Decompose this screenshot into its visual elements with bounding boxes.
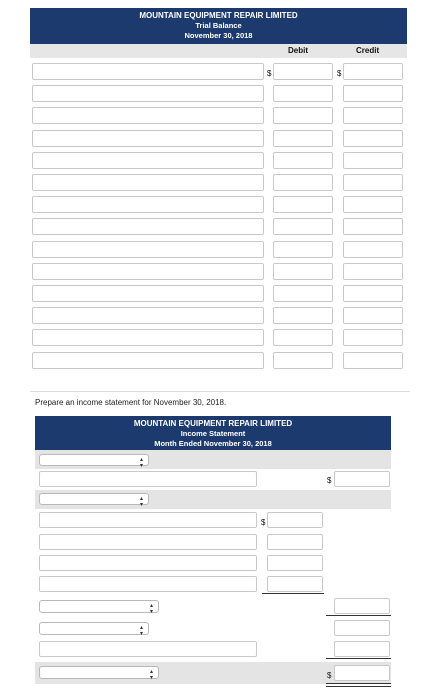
is-period: Month Ended November 30, 2018: [154, 439, 272, 448]
tb-column-header-bar: [30, 44, 407, 58]
is-amount-input[interactable]: [267, 512, 323, 528]
tb-statement-title: Trial Balance: [195, 21, 242, 30]
tb-debit-input[interactable]: [273, 130, 333, 147]
subtotal-underline: [262, 593, 324, 594]
tb-account-input[interactable]: [32, 218, 264, 235]
tb-account-input[interactable]: [32, 85, 264, 102]
is-account-input[interactable]: [39, 471, 257, 487]
tb-credit-input[interactable]: [343, 218, 403, 235]
tb-credit-input[interactable]: [343, 263, 403, 280]
tb-debit-input[interactable]: [273, 174, 333, 191]
tb-account-input[interactable]: [32, 285, 264, 302]
is-account-input[interactable]: [39, 534, 257, 550]
is-account-input[interactable]: [39, 512, 257, 528]
tb-credit-input[interactable]: [343, 352, 403, 369]
tb-company-name: MOUNTAIN EQUIPMENT REPAIR LIMITED: [139, 11, 298, 20]
tb-credit-input[interactable]: [343, 63, 403, 80]
trial-balance-header: [30, 8, 407, 44]
tb-debit-input[interactable]: [273, 285, 333, 302]
tb-debit-input[interactable]: [273, 307, 333, 324]
currency-symbol: $: [261, 518, 266, 527]
tb-account-input[interactable]: [32, 352, 264, 369]
tb-account-input[interactable]: [32, 241, 264, 258]
tb-account-input[interactable]: [32, 174, 264, 191]
tb-credit-input[interactable]: [343, 174, 403, 191]
tb-credit-input[interactable]: [343, 241, 403, 258]
tb-account-input[interactable]: [32, 152, 264, 169]
tb-account-input[interactable]: [32, 63, 264, 80]
select-arrow-icon: ▴ ▾: [139, 625, 143, 637]
tb-divider: [30, 391, 410, 392]
is-account-input[interactable]: [39, 555, 257, 571]
is-account-input[interactable]: [39, 641, 257, 657]
income-statement-header: [35, 416, 391, 450]
tb-debit-input[interactable]: [273, 85, 333, 102]
tb-debit-input[interactable]: [273, 352, 333, 369]
double-underline: [326, 683, 391, 684]
instruction-text: Prepare an income statement for November 30, 2018.: [35, 398, 227, 407]
is-company-name: MOUNTAIN EQUIPMENT REPAIR LIMITED: [133, 419, 293, 428]
is-account-select[interactable]: [39, 600, 159, 613]
tb-credit-input[interactable]: [343, 107, 403, 124]
is-account-select[interactable]: [39, 454, 149, 469]
is-amount-input[interactable]: [267, 555, 323, 571]
select-arrow-icon: ▴ ▾: [149, 603, 153, 615]
currency-symbol: $: [327, 671, 332, 680]
tb-account-input[interactable]: [32, 329, 264, 346]
double-underline: [326, 686, 391, 687]
tb-debit-input[interactable]: [273, 329, 333, 346]
is-amount-input[interactable]: [267, 576, 323, 592]
tb-debit-input[interactable]: [273, 241, 333, 258]
tb-account-input[interactable]: [32, 107, 264, 124]
tb-account-input[interactable]: [32, 307, 264, 324]
select-arrow-icon: ▴ ▾: [149, 669, 153, 681]
total-underline: [326, 615, 391, 616]
currency-symbol: $: [337, 69, 342, 78]
tb-debit-input[interactable]: [273, 196, 333, 213]
tb-credit-input[interactable]: [343, 196, 403, 213]
tb-credit-input[interactable]: [343, 285, 403, 302]
currency-symbol: $: [327, 476, 332, 485]
is-account-input[interactable]: [39, 576, 257, 592]
tb-credit-input[interactable]: [343, 152, 403, 169]
tb-credit-input[interactable]: [343, 85, 403, 102]
debit-column-header: Debit: [288, 46, 308, 55]
tb-debit-input[interactable]: [273, 63, 333, 80]
tb-credit-input[interactable]: [343, 307, 403, 324]
tb-debit-input[interactable]: [273, 263, 333, 280]
total-underline: [326, 658, 391, 659]
select-arrow-icon: ▴ ▾: [139, 496, 143, 508]
tb-debit-input[interactable]: [273, 152, 333, 169]
is-total-amount-input[interactable]: [334, 598, 390, 614]
tb-account-input[interactable]: [32, 196, 264, 213]
tb-account-input[interactable]: [32, 130, 264, 147]
currency-symbol: $: [267, 69, 272, 78]
tb-account-input[interactable]: [32, 263, 264, 280]
tb-date: November 30, 2018: [184, 31, 253, 40]
is-account-select[interactable]: [39, 622, 149, 635]
tb-credit-input[interactable]: [343, 329, 403, 346]
tb-credit-input[interactable]: [343, 130, 403, 147]
is-statement-title: Income Statement: [180, 429, 246, 438]
select-arrow-icon: ▴ ▾: [139, 457, 143, 469]
credit-column-header: Credit: [356, 46, 380, 55]
is-total-amount-input[interactable]: [334, 620, 390, 636]
is-account-select[interactable]: [39, 493, 149, 508]
is-total-amount-input[interactable]: [334, 641, 390, 657]
is-account-select[interactable]: [39, 666, 159, 679]
is-amount-input[interactable]: [267, 534, 323, 550]
tb-debit-input[interactable]: [273, 218, 333, 235]
is-total-amount-input[interactable]: [334, 471, 390, 487]
tb-debit-input[interactable]: [273, 107, 333, 124]
net-income-input[interactable]: [334, 665, 390, 681]
